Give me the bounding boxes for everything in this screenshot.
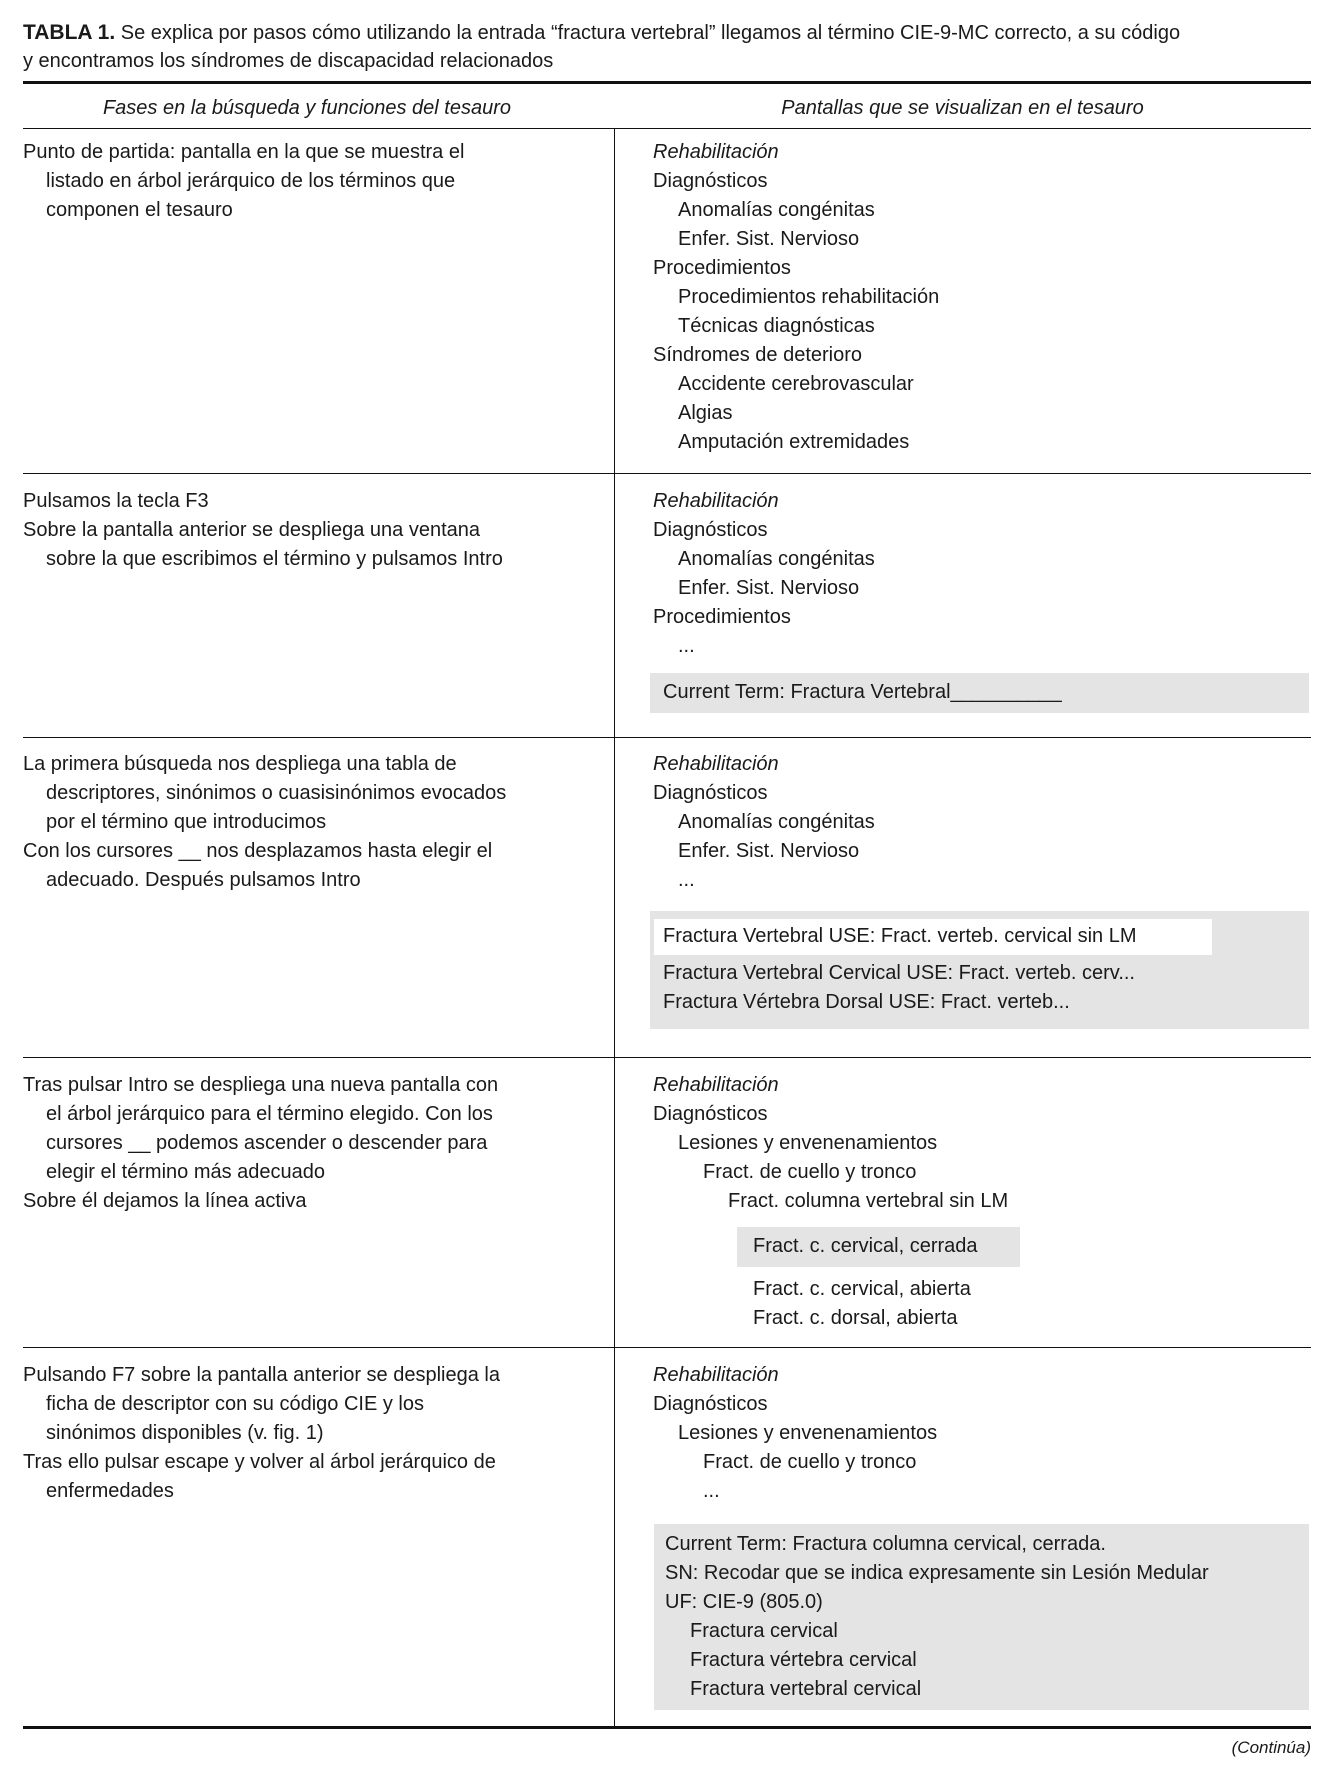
row-4-left: [23, 1071, 498, 1216]
tree-item: Síndromes de deterioro: [653, 344, 863, 366]
row-1-left: [23, 138, 464, 225]
row-5-right: [653, 1361, 937, 1506]
descriptor-card-content: [665, 1530, 1209, 1704]
column-divider: [614, 128, 615, 1727]
tree-item: Lesiones y envenenamientos: [678, 1422, 938, 1444]
tree-root: Rehabilitación: [653, 490, 779, 512]
tree-item: Fract. de cuello y tronco: [703, 1451, 917, 1473]
tree-root: Rehabilitación: [653, 753, 779, 775]
tree-item: ...: [703, 1480, 720, 1502]
descriptor-item: Fractura Vertebral USE: Fract. verteb. cervical sin LM: [663, 925, 1137, 947]
tree-item: Anomalías congénitas: [678, 199, 875, 221]
tree-item: Fract. columna vertebral sin LM: [728, 1190, 1009, 1212]
synonym: Fractura vértebra cervical: [690, 1649, 917, 1671]
text-line: listado en árbol jerárquico de los términos que: [46, 170, 456, 192]
tree-item: Algias: [678, 402, 733, 424]
text-line: Tras ello pulsar escape y volver al árbol jerárquico de: [23, 1451, 496, 1473]
text-line: Tras pulsar Intro se despliega una nueva pantalla con: [23, 1074, 499, 1096]
row-5-left: [23, 1361, 500, 1506]
text-line: sinónimos disponibles (v. fig. 1): [46, 1422, 324, 1444]
synonym: Fractura cervical: [690, 1620, 838, 1642]
caption-line-1: Se explica por pasos cómo utilizando la entrada “fractura vertebral” llegamos al término CIE-9-MC correcto, a su código: [115, 22, 1181, 44]
text-line: adecuado. Después pulsamos Intro: [46, 869, 361, 891]
text-line: Pulsando F7 sobre la pantalla anterior se despliega la: [23, 1364, 500, 1386]
row-2-left: [23, 487, 503, 574]
tree-item: Lesiones y envenenamientos: [678, 1132, 938, 1154]
tree-item: ...: [678, 635, 695, 657]
text-line: elegir el término más adecuado: [46, 1161, 326, 1183]
row-3-left: [23, 750, 506, 895]
caption-line-2: y encontramos los síndromes de discapacidad relacionados: [23, 50, 554, 72]
tree-item: Enfer. Sist. Nervioso: [678, 228, 860, 250]
tree-root: Rehabilitación: [653, 1074, 779, 1096]
text-line: Pulsamos la tecla F3: [23, 490, 209, 512]
text-line: componen el tesauro: [46, 199, 233, 221]
descriptor-item: Fractura Vértebra Dorsal USE: Fract. verteb...: [663, 991, 1070, 1013]
tree-item: Técnicas diagnósticas: [678, 315, 875, 337]
tree-root: Rehabilitación: [653, 1364, 779, 1386]
tree-item: Procedimientos: [653, 606, 791, 628]
tree-item: Enfer. Sist. Nervioso: [678, 577, 860, 599]
header-left: Fases en la búsqueda y funciones del tesauro: [102, 97, 512, 119]
header-right: Pantallas que se visualizan en el tesauro: [781, 97, 1144, 119]
text-line: Sobre él dejamos la línea activa: [23, 1190, 307, 1212]
bottom-rule: [23, 1726, 1311, 1729]
search-window: [650, 673, 1309, 713]
tree-item: Enfer. Sist. Nervioso: [678, 840, 860, 862]
tree-item: Anomalías congénitas: [678, 811, 875, 833]
tree-item: Procedimientos: [653, 257, 791, 279]
synonym: Fractura vertebral cervical: [690, 1678, 922, 1700]
header-rule: [23, 128, 1311, 129]
tree-item: Accidente cerebrovascular: [678, 373, 914, 395]
row-2-right: [653, 487, 875, 661]
text-line: cursores __ podemos ascender o descender para: [46, 1132, 488, 1154]
tree-item: Diagnósticos: [653, 1103, 768, 1125]
row-separator: [23, 473, 1311, 474]
row-4-right-tail: [753, 1275, 971, 1333]
top-rule: [23, 81, 1311, 84]
text-line: descriptores, sinónimos o cuasisinónimos evocados: [46, 782, 507, 804]
row-1-right: [653, 138, 939, 457]
row-4-right: [653, 1071, 1008, 1216]
text-line: el árbol jerárquico para el término elegido. Con los: [46, 1103, 493, 1125]
text-line: Sobre la pantalla anterior se despliega una ventana: [23, 519, 480, 541]
text-line: Punto de partida: pantalla en la que se muestra el: [23, 141, 465, 163]
tree-item: Diagnósticos: [653, 170, 768, 192]
descriptor-list: [650, 911, 1309, 1029]
tree-item: Fract. c. dorsal, abierta: [753, 1307, 958, 1329]
tree-item: Diagnósticos: [653, 519, 768, 541]
continued-note: (Continúa): [1231, 1738, 1311, 1757]
tree-item: Diagnósticos: [653, 1393, 768, 1415]
tree-item-selected: Fract. c. cervical, cerrada: [753, 1235, 978, 1257]
tree-root: Rehabilitación: [653, 141, 779, 163]
row-separator: [23, 737, 1311, 738]
tree-item: Anomalías congénitas: [678, 548, 875, 570]
row-3-right: [653, 750, 875, 895]
current-term-field: Current Term: Fractura Vertebral__________: [663, 681, 1062, 703]
current-term: Current Term: Fractura columna cervical, cerrada.: [665, 1533, 1106, 1555]
row-separator: [23, 1347, 1311, 1348]
tree-item: Diagnósticos: [653, 782, 768, 804]
icd-code: UF: CIE-9 (805.0): [665, 1591, 823, 1613]
table-label: TABLA 1.: [23, 21, 116, 44]
active-line: [737, 1227, 1020, 1267]
descriptor-card: [654, 1524, 1309, 1710]
text-line: sobre la que escribimos el término y pulsamos Intro: [46, 548, 503, 570]
tree-item: ...: [678, 869, 695, 891]
tree-item: Fract. c. cervical, abierta: [753, 1278, 971, 1300]
text-line: por el término que introducimos: [46, 811, 327, 833]
text-line: ficha de descriptor con su código CIE y los: [46, 1393, 424, 1415]
descriptor-item: Fractura Vertebral Cervical USE: Fract. verteb. cerv...: [663, 962, 1135, 984]
table-caption: [23, 18, 1180, 48]
tree-item: Fract. de cuello y tronco: [703, 1161, 917, 1183]
text-line: Con los cursores __ nos desplazamos hasta elegir el: [23, 840, 493, 862]
scope-note: SN: Recodar que se indica expresamente sin Lesión Medular: [665, 1562, 1209, 1584]
text-line: enfermedades: [46, 1480, 174, 1502]
text-line: La primera búsqueda nos despliega una tabla de: [23, 753, 457, 775]
tree-item: Amputación extremidades: [678, 431, 910, 453]
row-separator: [23, 1057, 1311, 1058]
tree-item: Procedimientos rehabilitación: [678, 286, 940, 308]
